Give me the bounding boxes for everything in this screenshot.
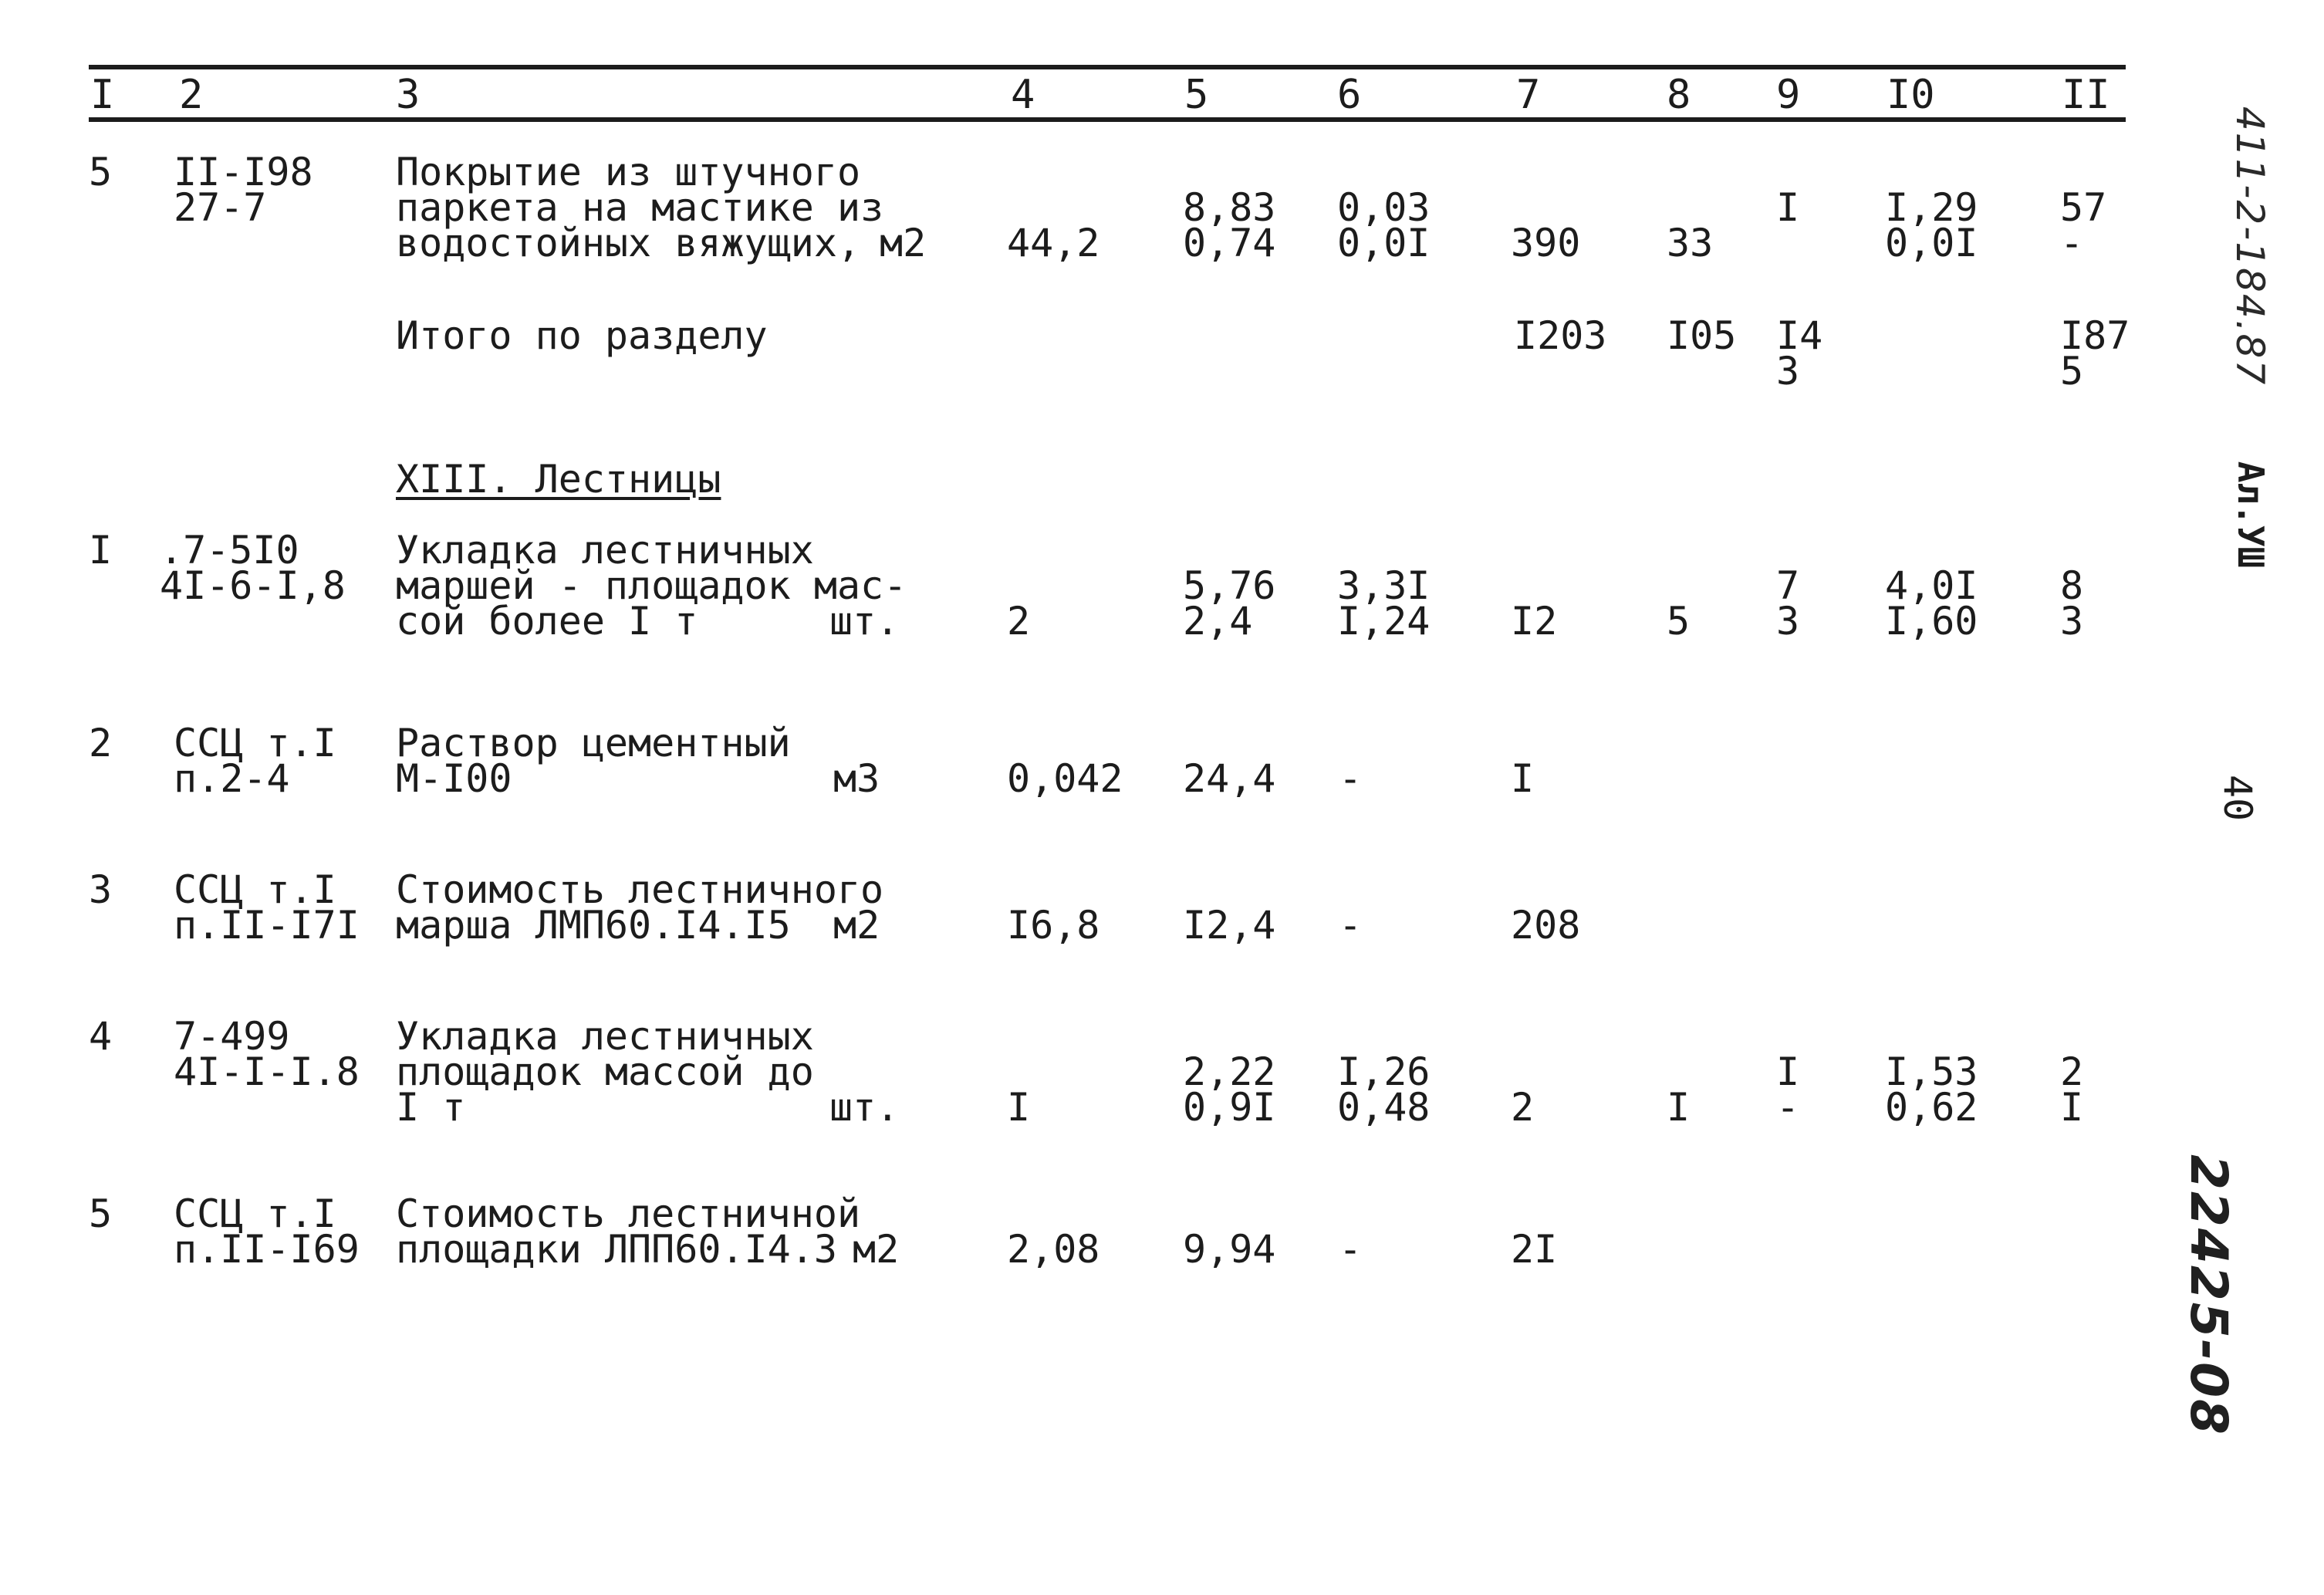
work-description: Покрытие из штучного паркета на мастике из водостойных вяжущих, (396, 150, 884, 265)
subtotal-label: Итого по разделу (396, 313, 768, 358)
page-number: 40 (2215, 774, 2261, 822)
col-6-value: - (1339, 1227, 1363, 1272)
header-rule (89, 117, 2126, 122)
col-5-value: 24,4 (1183, 756, 1276, 801)
unit: м2 (853, 1227, 900, 1272)
unit: м2 (880, 221, 927, 265)
quantity: 0,042 (1007, 756, 1123, 801)
col-11-value: 2 I (2060, 1049, 2084, 1130)
col-7-value: 2I (1511, 1227, 1558, 1272)
col-header-10: I0 (1887, 72, 1935, 118)
document-code: 411-2-184.87 (2228, 106, 2273, 387)
col-11-value: 57 - (2060, 185, 2107, 265)
col-5-value: 8,83 0,74 (1183, 185, 1276, 265)
quantity: 2 (1007, 599, 1031, 644)
col-7-value: I (1511, 756, 1535, 801)
quantity: I (1007, 1085, 1031, 1130)
col-6-value: 0,03 0,0I (1337, 185, 1431, 265)
col-header-9: 9 (1776, 72, 1801, 118)
subtotal-col-9: I4 3 (1776, 313, 1823, 394)
rate-code: II-I98 27-7 (174, 150, 313, 230)
row-number: 5 (89, 1191, 113, 1236)
work-description: Стоимость лестничного марша ЛМП60.I4.I5 (396, 867, 884, 948)
work-description: Раствор цементный М-I00 (396, 721, 791, 801)
col-11-value: 8 3 (2060, 563, 2084, 644)
col-header-1: I (90, 72, 115, 118)
row-number: 5 (89, 150, 113, 194)
row-number: 4 (89, 1014, 113, 1059)
work-description: Стоимость лестничной площадки ЛПП60.I4.3 (396, 1191, 861, 1272)
col-8-value: 5 (1667, 599, 1691, 644)
rate-code: ССЦ т.I п.II-I69 (174, 1191, 360, 1272)
col-9-value: 7 3 (1776, 563, 1800, 644)
col-6-value: - (1339, 903, 1363, 948)
col-5-value: 2,22 0,9I (1183, 1049, 1276, 1130)
col-5-value: I2,4 (1183, 903, 1276, 948)
row-number: 2 (89, 721, 113, 765)
col-header-8: 8 (1667, 72, 1691, 118)
rate-code: ССЦ т.I п.2-4 (174, 721, 336, 801)
subtotal-col-8: I05 (1667, 313, 1737, 358)
work-description: Укладка лестничных площадок массой до I т (396, 1014, 814, 1130)
col-9-value: I - (1776, 1049, 1800, 1130)
col-10-value: I,29 0,0I (1885, 185, 1978, 265)
col-7-value: 208 (1511, 903, 1581, 948)
col-7-value: 390 (1511, 221, 1581, 265)
album-label: Ал.УШ (2230, 461, 2272, 569)
col-header-4: 4 (1011, 72, 1035, 118)
rate-code: .7-5I0 4I-6-I,8 (160, 528, 346, 608)
col-9-value: I (1776, 185, 1800, 230)
col-10-value: I,53 0,62 (1885, 1049, 1978, 1130)
subtotal-col-7: I203 (1514, 313, 1607, 358)
section-title: XIII. Лестницы (396, 457, 721, 502)
col-6-value: I,26 0,48 (1337, 1049, 1431, 1130)
unit: м2 (833, 903, 880, 948)
col-8-value: 33 (1667, 221, 1714, 265)
col-6-value: 3,3I I,24 (1337, 563, 1431, 644)
subtotal-col-11: I87 5 (2060, 313, 2130, 394)
inventory-number: 22425-08 (2178, 1154, 2238, 1436)
col-header-5: 5 (1184, 72, 1209, 118)
col-5-value: 9,94 (1183, 1227, 1276, 1272)
col-7-value: I2 (1511, 599, 1558, 644)
quantity: I6,8 (1007, 903, 1100, 948)
quantity: 44,2 (1007, 221, 1100, 265)
rate-code: ССЦ т.I п.II-I7I (174, 867, 360, 948)
col-10-value: 4,0I I,60 (1885, 563, 1978, 644)
unit: шт. (829, 1085, 900, 1130)
row-number: 3 (89, 867, 113, 912)
quantity: 2,08 (1007, 1227, 1100, 1272)
col-header-7: 7 (1516, 72, 1541, 118)
col-8-value: I (1667, 1085, 1691, 1130)
col-5-value: 5,76 2,4 (1183, 563, 1276, 644)
col-header-3: 3 (396, 72, 421, 118)
col-6-value: - (1339, 756, 1363, 801)
col-header-2: 2 (179, 72, 204, 118)
rate-code: 7-499 4I-I-I.8 (174, 1014, 360, 1094)
unit: м3 (833, 756, 880, 801)
row-number: I (89, 528, 113, 573)
top-rule (89, 65, 2126, 69)
col-7-value: 2 (1511, 1085, 1535, 1130)
work-description: Укладка лестничных маршей - площадок мас- сой более I т (396, 528, 907, 644)
col-header-6: 6 (1337, 72, 1362, 118)
col-header-11: II (2062, 72, 2110, 118)
unit: шт. (829, 599, 900, 644)
